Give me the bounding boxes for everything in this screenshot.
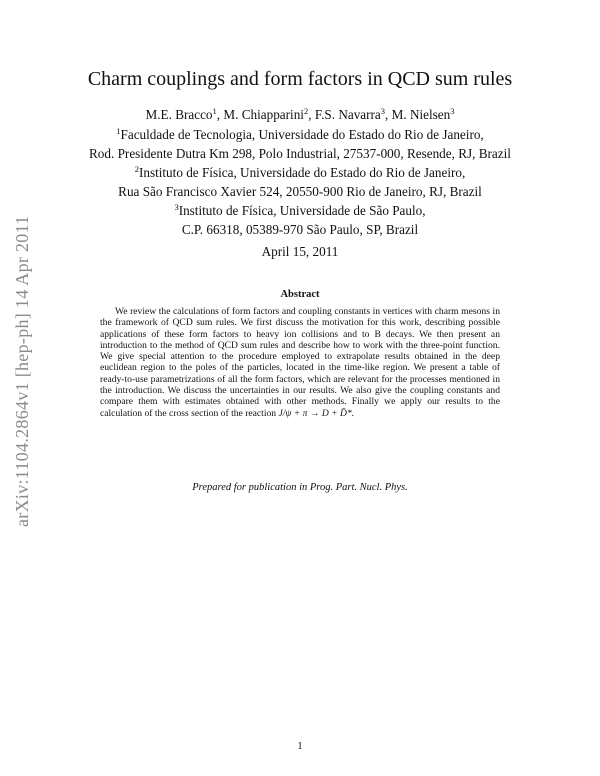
publication-note: Prepared for publication in Prog. Part. Nucl. Phys. [192,482,408,493]
affiliation-1-line-2: Rod. Presidente Dutra Km 298, Polo Industrial, 27537-000, Resende, RJ, Brazil [89,146,511,161]
affiliation-text: Faculdade de Tecnologia, Universidade do Estado do Rio de Janeiro, [120,127,484,142]
abstract-body [100,306,500,419]
author-name: M. Nielsen [391,107,451,122]
page-number: 1 [297,741,303,752]
paper-title: Charm couplings and form factors in QCD sum rules [87,68,513,90]
affiliation-text: Instituto de Física, Universidade de São Paulo, [178,203,426,218]
publication-date: April 15, 2011 [261,244,339,259]
reaction-formula: J/ψ + π → D + D̄*. [278,407,355,419]
arxiv-identifier-stamp: arXiv:1104.2864v1 [hep-ph] 14 Apr 2011 [12,215,32,527]
author-separator: , [385,107,392,122]
author-list [0,107,600,123]
affiliation-1-line-1 [0,127,600,143]
author-name: F.S. Navarra [314,107,381,122]
affiliation-mark: 3 [380,106,386,116]
affiliation-mark: 1 [212,106,217,116]
affiliation-mark: 2 [134,164,139,174]
author-separator: , [216,107,224,122]
affiliation-mark: 1 [116,126,121,136]
author-name: M. Chiapparini [223,107,304,122]
affiliation-mark: 3 [450,106,455,116]
affiliation-3-line-2: C.P. 66318, 05389-970 São Paulo, SP, Brazil [181,222,419,237]
affiliation-mark: 3 [174,202,179,212]
abstract-heading: Abstract [280,289,320,300]
author-name: M.E. Bracco [145,107,213,122]
affiliation-3-line-1 [0,203,600,219]
abstract-text: We review the calculations of form factors and coupling constants in vertices with charm mesons in the framework of QCD sum rules. We first discuss the motivation for this work, describing possible applications of these form factors to heavy ion collisions and to B decays. We then present an introduction to the method of QCD sum rules and describe how to work with the three-point function. We give special attention to the procedure employed to extrapolate results obtained in the deep euclidean region to the poles of the particles, located in the time-like region. We present a table of ready-to-use parametrizations of all the form factors, which are relevant for the processes mentioned in the introduction. We discuss the uncertainties in our results. We also give the coupling constants and compare them with estimates obtained with other methods. Finally we apply our results to the calculation of the cross section of the reaction [100,306,500,419]
author-separator: , [308,107,315,122]
affiliation-2-line-2: Rua São Francisco Xavier 524, 20550-900 Rio de Janeiro, RJ, Brazil [118,184,482,199]
affiliation-text: Instituto de Física, Universidade do Estado do Rio de Janeiro, [138,165,466,180]
affiliation-mark: 2 [303,106,309,116]
affiliation-2-line-1 [0,165,600,181]
